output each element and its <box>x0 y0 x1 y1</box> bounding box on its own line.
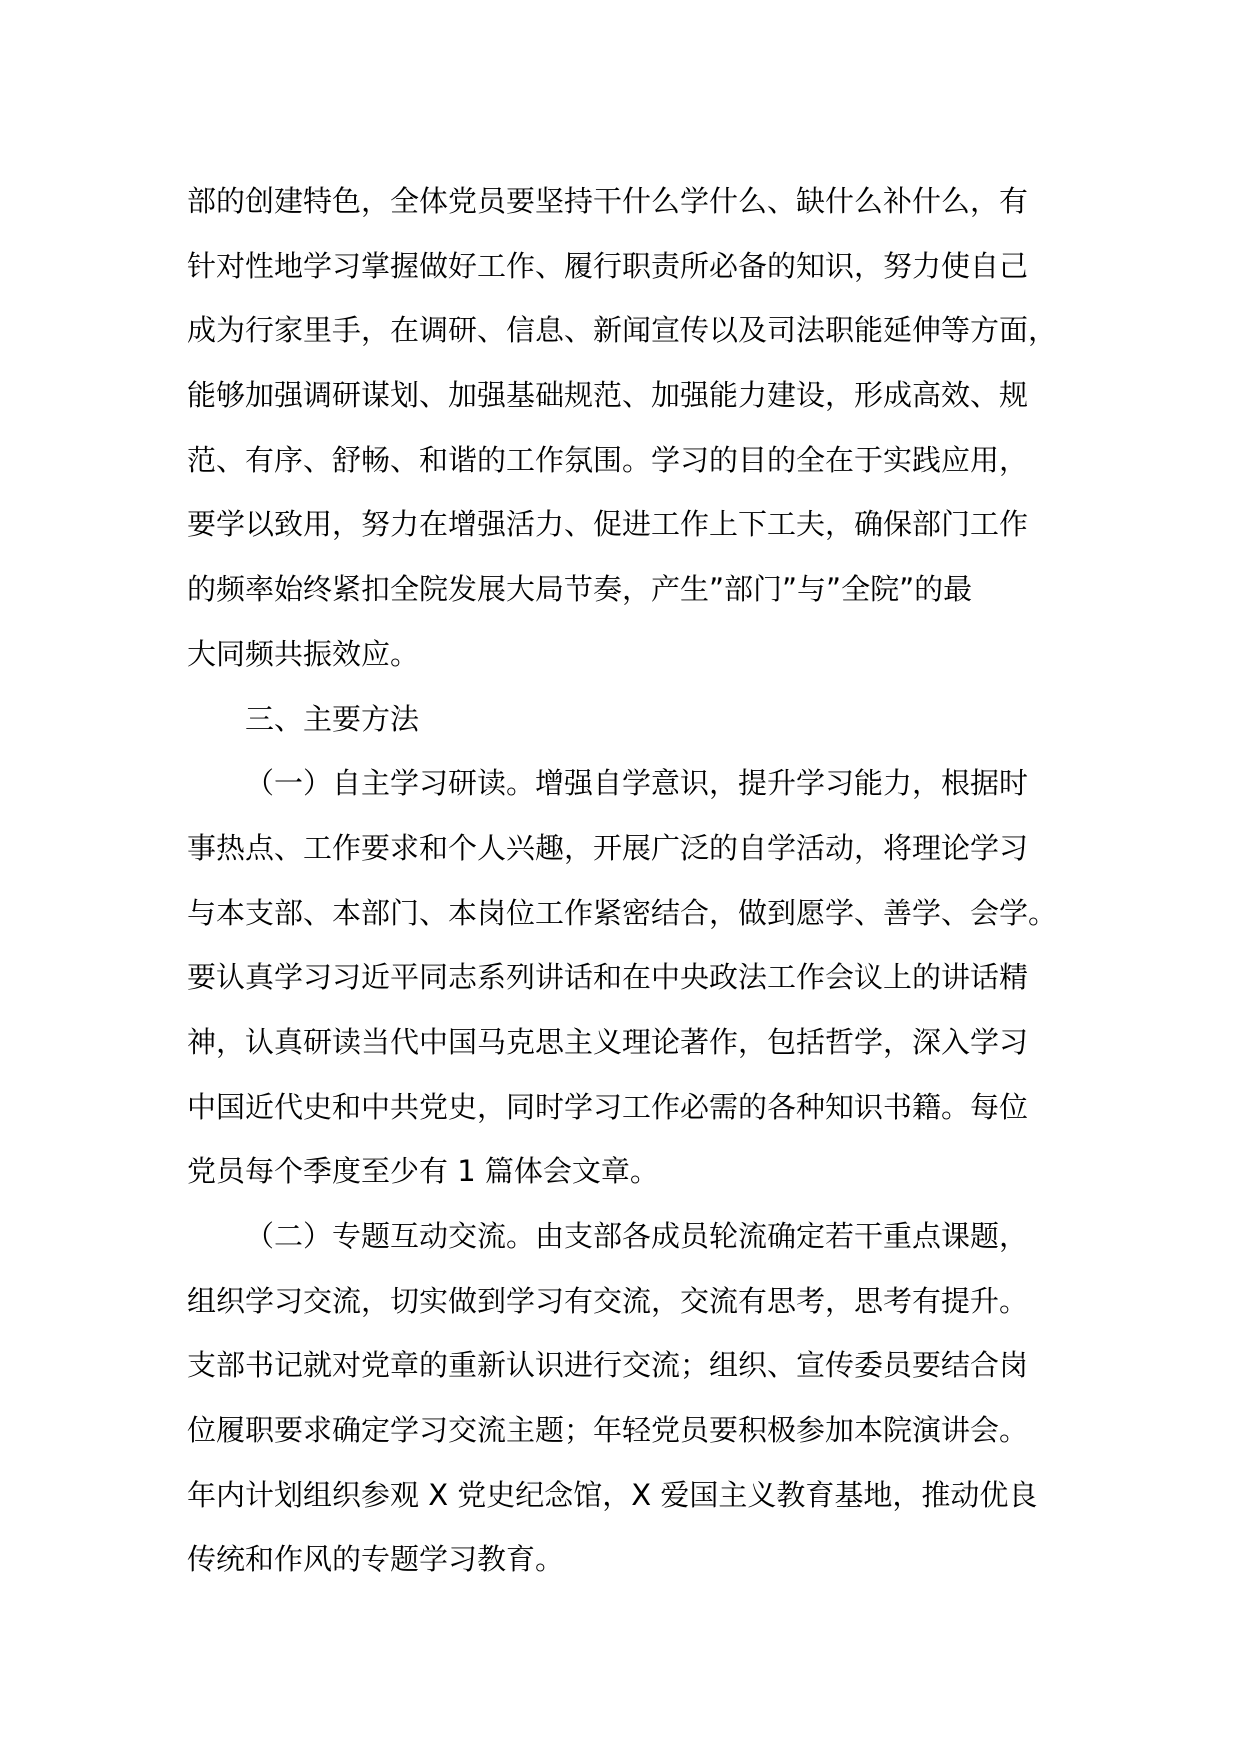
section-heading: 三、主要方法 <box>245 701 420 736</box>
text-line: 成为行家里手，在调研、信息、新闻宣传以及司法职能延伸等方面， <box>187 313 1058 348</box>
paragraph-start-line: （二）专题互动交流。由支部各成员轮流确定若干重点课题， <box>245 1219 1029 1253</box>
text-line: 神，认真研读当代中国马克思主义理论著作，包括哲学，深入学习 <box>187 1024 1029 1059</box>
text-line: 组织学习交流，切实做到学习有交流，交流有思考，思考有提升。 <box>187 1283 1029 1318</box>
text-line: 要学以致用，努力在增强活力、促进工作上下工夫，确保部门工作 <box>187 507 1029 542</box>
document-body <box>187 169 1087 1592</box>
text-line: 要认真学习习近平同志系列讲话和在中央政法工作会议上的讲话精 <box>187 960 1029 995</box>
text-line: 事热点、工作要求和个人兴趣，开展广泛的自学活动，将理论学习 <box>187 830 1029 865</box>
text-line: 年内计划组织参观 X 党史纪念馆，X 爱国主义教育基地，推动优良 <box>187 1477 1038 1512</box>
paragraph-start-line: （一）自主学习研读。增强自学意识，提升学习能力，根据时 <box>245 766 1029 801</box>
text-line: 支部书记就对党章的重新认识进行交流；组织、宣传委员要结合岗 <box>187 1348 1029 1383</box>
text-line: 能够加强调研谋划、加强基础规范、加强能力建设，形成高效、规 <box>187 378 1029 413</box>
text-line: 针对性地学习掌握做好工作、履行职责所必备的知识，努力使自己 <box>187 248 1029 283</box>
text-line: 范、有序、舒畅、和谐的工作氛围。学习的目的全在于实践应用， <box>187 442 1029 477</box>
text-line: 大同频共振效应。 <box>187 636 420 671</box>
text-line: 位履职要求确定学习交流主题；年轻党员要积极参加本院演讲会。 <box>187 1413 1029 1448</box>
text-line: 传统和作风的专题学习教育。 <box>187 1542 565 1577</box>
text-line: 中国近代史和中共党史，同时学习工作必需的各种知识书籍。每位 <box>187 1089 1029 1124</box>
text-line: 部的创建特色，全体党员要坚持干什么学什么、缺什么补什么，有 <box>187 184 1029 218</box>
text-line: 与本支部、本部门、本岗位工作紧密结合，做到愿学、善学、会学。 <box>187 895 1058 930</box>
text-line: 党员每个季度至少有 1 篇体会文章。 <box>187 1154 659 1189</box>
text-line: 的频率始终紧扣全院发展大局节奏，产生”部门”与”全院”的最 <box>187 572 973 607</box>
